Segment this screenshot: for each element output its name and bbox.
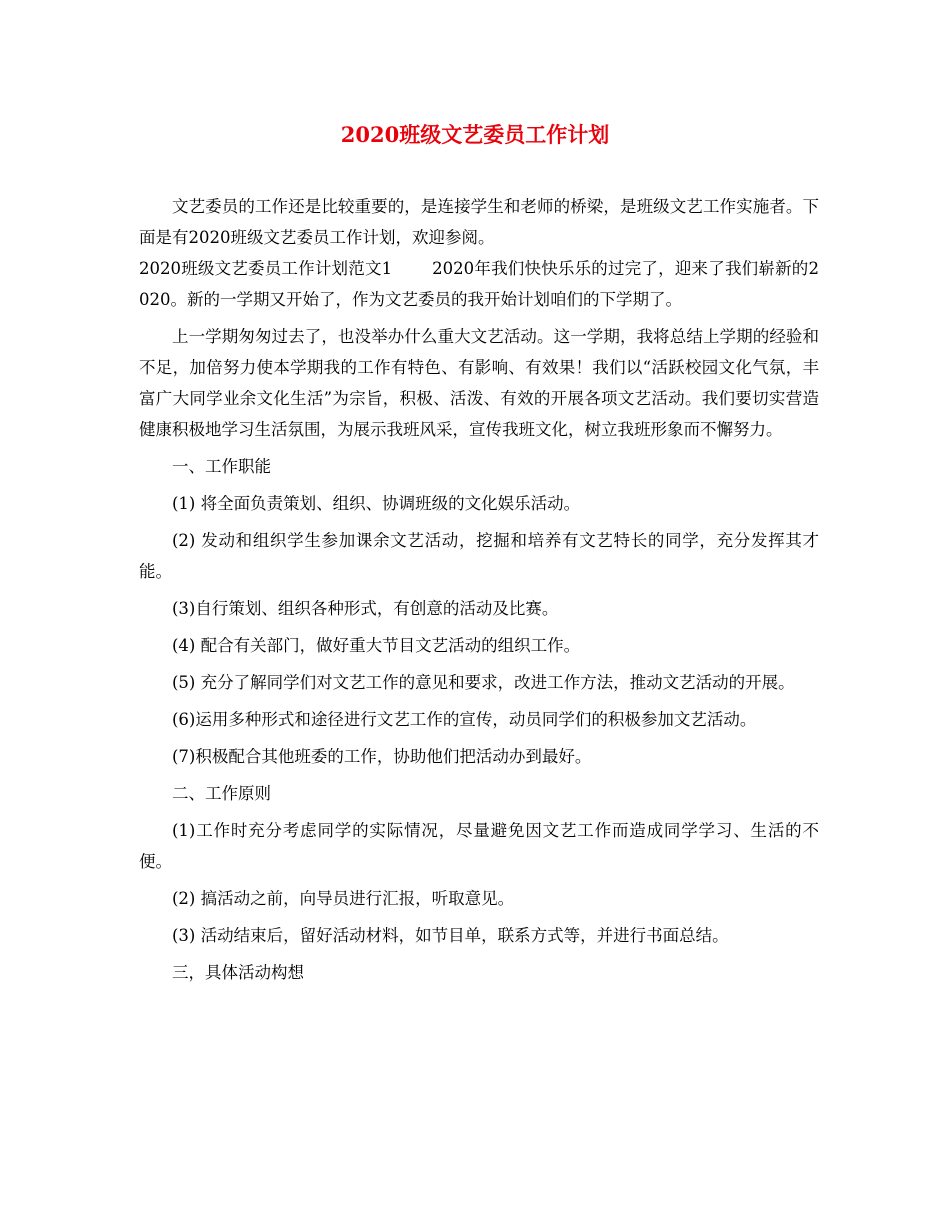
document-title: 2020班级文艺委员工作计划: [340, 122, 610, 147]
sample-paragraph: [139, 253, 819, 315]
section-heading-principles: 二、工作原则: [172, 784, 271, 803]
duty-item: (1) 将全面负责策划、组织、协调班级的文化娱乐活动。: [172, 494, 581, 513]
principle-item: (2) 搞活动之前，向导员进行汇报，听取意见。: [172, 889, 515, 908]
principle-item: (3) 活动结束后，留好活动材料，如节目单，联系方式等，并进行书面总结。: [172, 926, 729, 945]
review-paragraph: 上一学期匆匆过去了，也没举办什么重大文艺活动。这一学期，我将总结上学期的经验和不足，加倍努力使本学期我的工作有特色、有影响、有效果！我们以“活跃校园文化气氛，丰富广大同学业余文化生活”为宗旨，积极、活泼、有效的开展各项文艺活动。我们要切实营造健康积极地学习生活氛围，为展示我班风采，宣传我班文化，树立我班形象而不懈努力。: [139, 327, 819, 439]
sample-heading: 2020班级文艺委员工作计划范文1: [139, 259, 393, 278]
duty-item: (5) 充分了解同学们对文艺工作的意见和要求，改进工作方法，推动文艺活动的开展。: [172, 673, 795, 692]
duty-item: (4) 配合有关部门，做好重大节目文艺活动的组织工作。: [172, 636, 581, 655]
duty-item: (6)运用多种形式和途径进行文艺工作的宣传，动员同学们的积极参加文艺活动。: [172, 710, 757, 729]
duty-item: (7)积极配合其他班委的工作，协助他们把活动办到最好。: [172, 747, 592, 766]
duty-item: (3)自行策划、组织各种形式，有创意的活动及比赛。: [172, 599, 559, 618]
section-heading-duties: 一、工作职能: [172, 457, 271, 476]
duty-item: (2) 发动和组织学生参加课余文艺活动，挖掘和培养有文艺特长的同学，充分发挥其才能。: [139, 531, 819, 581]
intro-paragraph: 文艺委员的工作还是比较重要的，是连接学生和老师的桥梁，是班级文艺工作实施者。下面是有2020班级文艺委员工作计划，欢迎参阅。: [139, 197, 819, 247]
section-heading-activities: 三，具体活动构想: [172, 963, 304, 982]
sample-lead: 2020年我们快快乐乐的过完了，迎来了我们崭新的2020。新的一学期又开始了，作为文艺委员的我开始计划咱们的下学期了。: [139, 259, 819, 309]
principle-item: (1)工作时充分考虑同学的实际情况，尽量避免因文艺工作而造成同学学习、生活的不便。: [139, 821, 819, 871]
document-body: [139, 191, 819, 994]
